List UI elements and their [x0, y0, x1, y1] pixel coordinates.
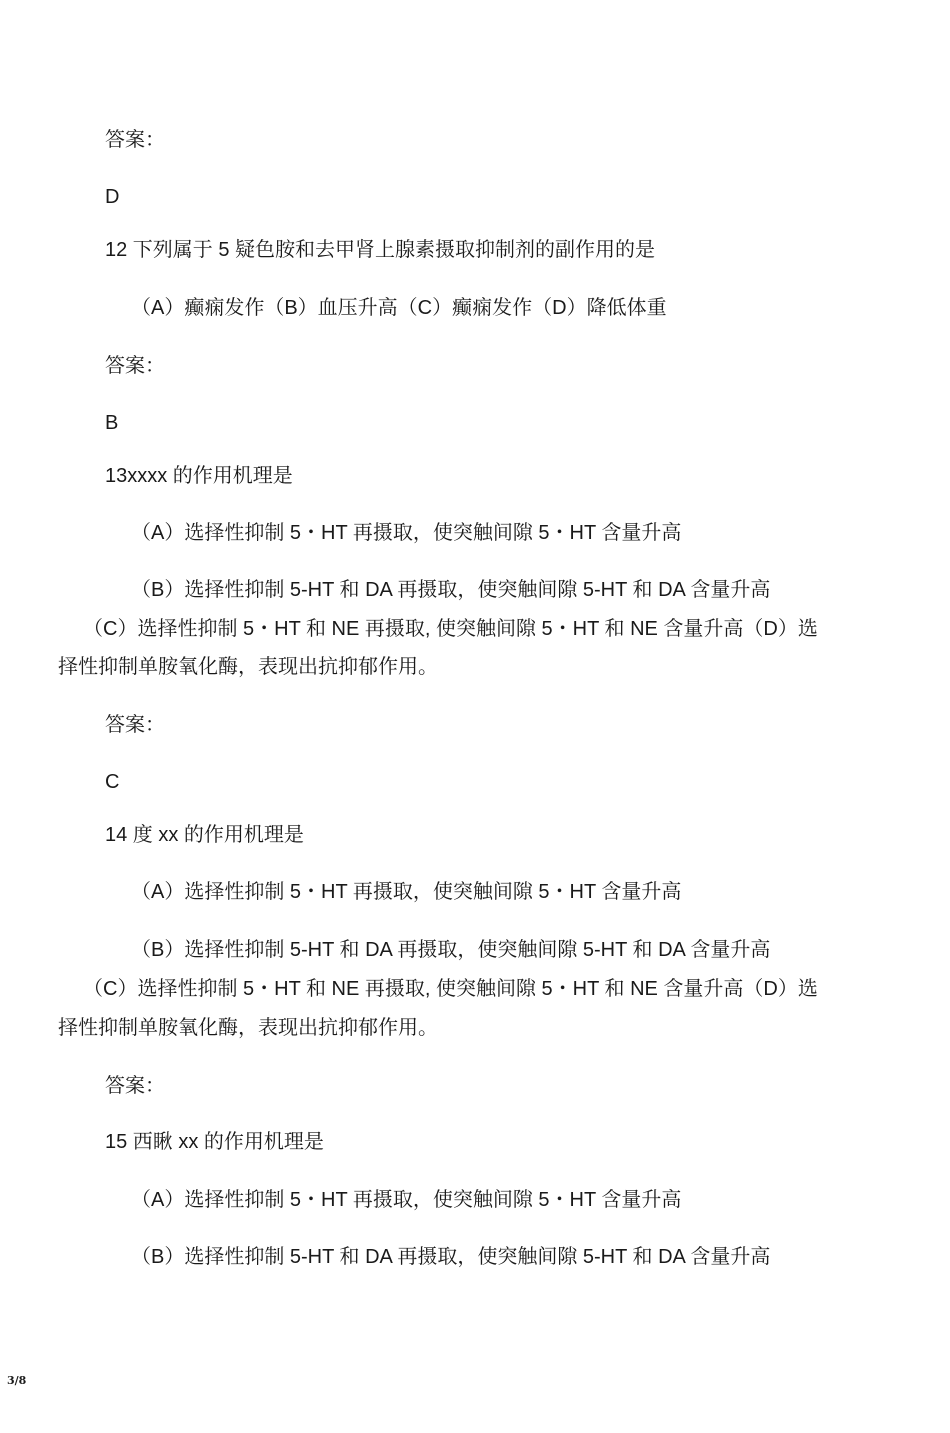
answer-label: 答案：	[105, 129, 165, 151]
answer-label: 答案：	[105, 1075, 165, 1097]
question-14: 14 度 xx 的作用机理是	[105, 824, 304, 846]
question-14-option-d-continued: 择性抑制单胺氧化酶，表现出抗抑郁作用。	[58, 1017, 438, 1039]
question-13-option-d-continued: 择性抑制单胺氧化酶，表现出抗抑郁作用。	[58, 656, 438, 678]
question-15-option-b: （B）选择性抑制 5-HT 和 DA 再摄取，使突触间隙 5-HT 和 DA 含量升高	[131, 1246, 771, 1268]
question-14-option-a: （A）选择性抑制 5・HT 再摄取，使突触间隙 5・HT 含量升高	[131, 881, 682, 903]
question-13: 13xxxx 的作用机理是	[105, 465, 293, 487]
question-15-option-a: （A）选择性抑制 5・HT 再摄取，使突触间隙 5・HT 含量升高	[131, 1189, 682, 1211]
question-12: 12 下列属于 5 疑色胺和去甲肾上腺素摄取抑制剂的副作用的是	[105, 239, 656, 261]
question-14-option-c-d: （C）选择性抑制 5・HT 和 NE 再摄取, 使突触间隙 5・HT 和 NE 含量升高（D）选	[83, 978, 818, 1000]
question-12-options: （A）癫痫发作（B）血压升高（C）癫痫发作（D）降低体重	[131, 297, 667, 319]
page-number: 3/8	[7, 1374, 27, 1387]
answer-value: D	[105, 186, 120, 208]
answer-value: B	[105, 412, 119, 434]
answer-label: 答案：	[105, 714, 165, 736]
answer-value: C	[105, 771, 120, 793]
question-13-option-b: （B）选择性抑制 5-HT 和 DA 再摄取，使突触间隙 5-HT 和 DA 含量升高	[131, 579, 771, 601]
question-14-option-b: （B）选择性抑制 5-HT 和 DA 再摄取，使突触间隙 5-HT 和 DA 含量升高	[131, 939, 771, 961]
question-13-option-a: （A）选择性抑制 5・HT 再摄取，使突触间隙 5・HT 含量升高	[131, 522, 682, 544]
question-13-option-c-d: （C）选择性抑制 5・HT 和 NE 再摄取, 使突触间隙 5・HT 和 NE 含量升高（D）选	[83, 618, 818, 640]
answer-label: 答案：	[105, 355, 165, 377]
question-15: 15 西瞅 xx 的作用机理是	[105, 1131, 324, 1153]
